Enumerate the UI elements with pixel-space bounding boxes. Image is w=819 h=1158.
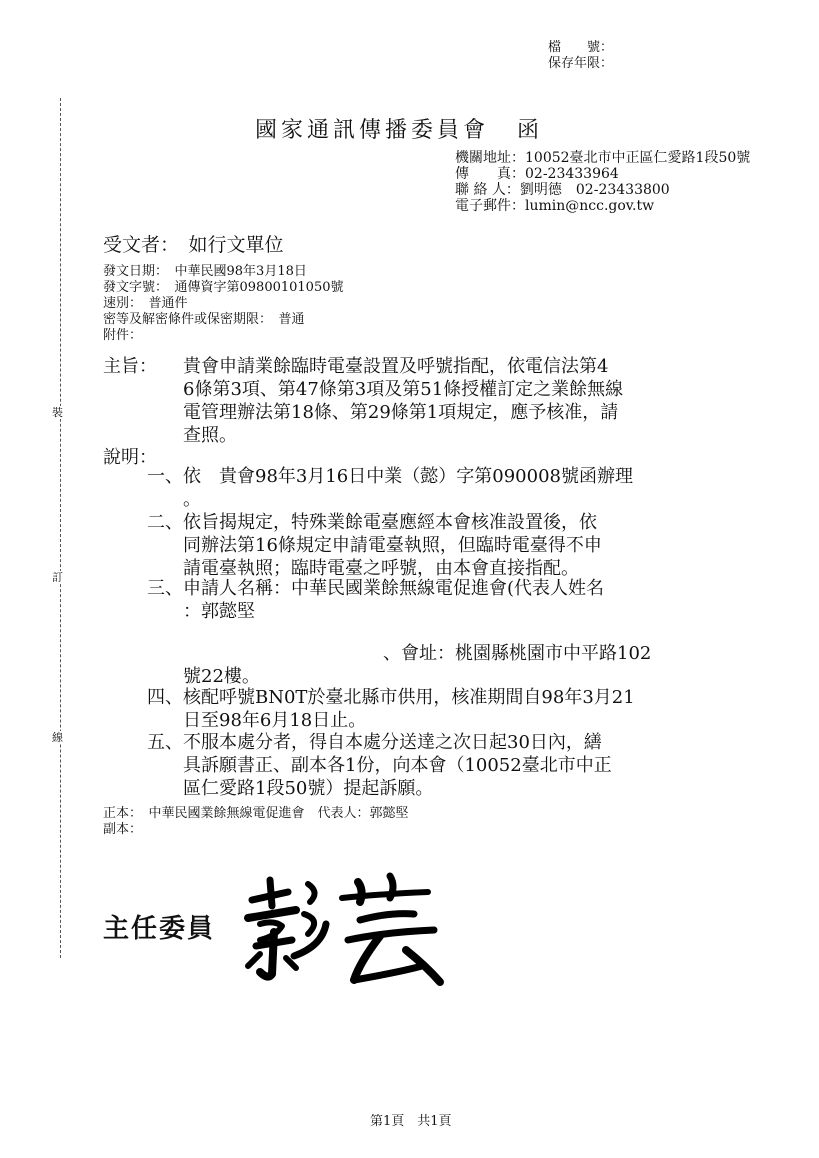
distribution-block xyxy=(103,806,409,838)
subject-line: 貴會申請業餘臨時電臺設置及呼號指配，依電信法第4 xyxy=(183,356,609,377)
explanation-item-3 xyxy=(103,577,723,623)
item-line: 核配呼號BN0T於臺北縣市供用，核准期間自98年3月21 xyxy=(183,687,635,708)
explanation-item-3-address xyxy=(103,642,723,688)
security-level: 密等及解密條件或保密期限： 普通 xyxy=(103,312,305,327)
binding-char-xian: 線 xyxy=(52,731,63,744)
reference-number: 發文字號： 通傳資字第09800101050號 xyxy=(103,280,344,295)
item-line: 日至98年6月18日止。 xyxy=(183,710,367,731)
agency-address: 機關地址：10052臺北市中正區仁愛路1段50號 xyxy=(455,150,751,166)
item-line: 依旨揭規定，特殊業餘電臺應經本會核准設置後，依 xyxy=(183,512,597,533)
item-line: 、會址：桃園縣桃園市中平路102 xyxy=(383,643,652,664)
contact-person: 聯 絡 人：劉明德 02-23433800 xyxy=(455,182,670,198)
item-line: ：郭懿堅 xyxy=(183,601,255,622)
item-number: 四、 xyxy=(147,687,183,708)
item-number: 三、 xyxy=(147,578,183,599)
item-line: 具訴願書正、副本各1份，向本會（10052臺北市中正 xyxy=(183,755,612,776)
explanation-item-5 xyxy=(103,731,723,800)
subject-label: 主旨： xyxy=(103,356,157,377)
item-line: 請電臺執照；臨時電臺之呼號，由本會直接指配。 xyxy=(183,558,579,579)
explanation-item-4 xyxy=(103,686,723,732)
fax-number: 傳 真：02-23433964 xyxy=(455,166,619,182)
item-number xyxy=(103,642,183,688)
filing-info xyxy=(548,40,613,72)
item-line: 依 貴會98年3月16日中業（懿）字第090008號函辦理 xyxy=(183,466,633,487)
signatory-title: 主任委員 xyxy=(103,914,216,944)
email-address: 電子郵件：lumin@ncc.gov.tw xyxy=(455,198,655,214)
binding-margin-line xyxy=(60,98,61,958)
subject-line: 查照。 xyxy=(183,425,237,446)
agency-name: 國家通訊傳播委員會 xyxy=(255,118,490,143)
document-meta xyxy=(103,264,343,344)
original-recipient: 正本： 中華民國業餘無線電促進會 代表人：郭懿堅 xyxy=(103,806,409,821)
item-line: 區仁愛路1段50號）提起訴願。 xyxy=(183,778,434,799)
explanation-item-1 xyxy=(103,465,723,511)
item-number: 五、 xyxy=(147,732,183,753)
retention-period-label: 保存年限： xyxy=(548,56,614,71)
explanation-item-2 xyxy=(103,511,723,580)
document-title xyxy=(255,113,543,144)
subject-line: 電管理辦法第18條、第29條第1項規定，應予核准，請 xyxy=(183,402,619,423)
item-line: 號22樓。 xyxy=(183,666,260,687)
contact-block xyxy=(455,150,750,214)
item-number: 一、 xyxy=(147,466,183,487)
item-line: 申請人名稱：中華民國業餘無線電促進會(代表人姓名 xyxy=(183,578,605,599)
delivery-speed: 速別： 普通件 xyxy=(103,296,188,311)
archive-number-label: 檔 號： xyxy=(548,40,614,55)
recipient: 受文者： 如行文單位 xyxy=(103,234,284,256)
binding-char-ding: 訂 xyxy=(52,571,63,584)
explanation-label: 說明： xyxy=(103,447,157,468)
item-line: 。 xyxy=(183,489,201,510)
page-number: 第1頁 共1頁 xyxy=(370,1114,452,1129)
issue-date: 發文日期： 中華民國98年3月18日 xyxy=(103,264,307,279)
item-line: 同辦法第16條規定申請電臺執照，但臨時電臺得不申 xyxy=(183,535,602,556)
attachment-label: 附件： xyxy=(103,328,143,343)
subject-line: 6條第3項、第47條第3項及第51條授權訂定之業餘無線 xyxy=(183,379,624,400)
item-number: 二、 xyxy=(147,512,183,533)
subject-section xyxy=(103,355,723,447)
handwritten-signature xyxy=(230,862,460,992)
copy-recipient: 副本： xyxy=(103,822,143,837)
binding-char-zhuang: 裝 xyxy=(52,406,63,419)
document-type: 函 xyxy=(517,118,544,143)
item-line: 不服本處分者，得自本處分送達之次日起30日內，繕 xyxy=(183,732,602,753)
